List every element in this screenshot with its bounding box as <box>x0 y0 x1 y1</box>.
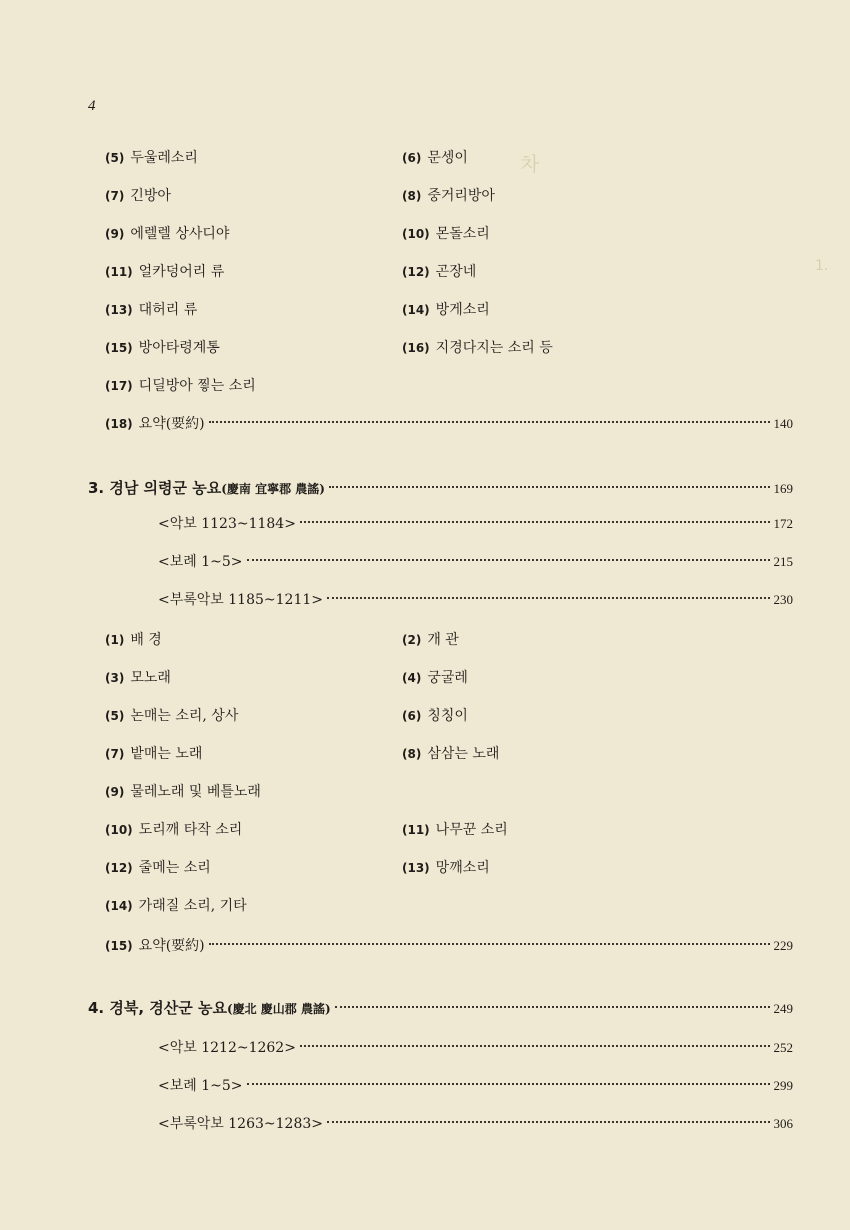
toc-item[interactable] <box>402 742 499 766</box>
item-number: (10) <box>402 227 430 241</box>
toc-subentry[interactable] <box>158 1036 793 1060</box>
item-number: (7) <box>105 189 125 203</box>
subentry-label: <악보 1123~1184> <box>158 516 296 532</box>
page-ref: 249 <box>773 1001 793 1016</box>
item-label: 요약(要約) <box>138 416 205 432</box>
page-ref: 230 <box>773 592 793 607</box>
toc-item[interactable] <box>402 260 476 284</box>
item-label: 요약(要約) <box>138 938 205 954</box>
item-label: 배 경 <box>130 632 162 648</box>
page-ref: 140 <box>773 416 793 431</box>
item-label: 에렐렐 상사디야 <box>130 226 230 242</box>
part2-summary-entry[interactable] <box>105 412 793 436</box>
item-number: (5) <box>105 709 125 723</box>
toc-item[interactable] <box>105 260 224 284</box>
toc-item[interactable] <box>105 146 198 170</box>
item-label: 논매는 소리, 상사 <box>130 708 239 724</box>
item-number: (14) <box>105 899 133 913</box>
item-number: (2) <box>402 633 422 647</box>
item-label: 곤장네 <box>435 264 477 280</box>
toc-subentry[interactable] <box>158 588 793 612</box>
page-ref: 252 <box>773 1040 793 1055</box>
section-title: 3. 경남 의령군 농요 <box>88 479 222 497</box>
toc-item[interactable] <box>105 742 202 766</box>
item-number: (6) <box>402 709 422 723</box>
page-ref: 229 <box>773 938 793 953</box>
section4-heading[interactable] <box>88 996 793 1020</box>
page-number: 4 <box>88 98 96 114</box>
toc-item[interactable] <box>402 818 508 842</box>
toc-item[interactable] <box>105 856 211 880</box>
item-label: 모노래 <box>130 670 171 686</box>
toc-item[interactable] <box>402 336 553 360</box>
page-ref: 169 <box>773 481 793 496</box>
toc-subentry[interactable] <box>158 1112 793 1136</box>
item-label: 망깨소리 <box>435 860 490 876</box>
toc-item[interactable] <box>105 298 197 322</box>
section3-summary-entry[interactable] <box>105 934 793 958</box>
item-label: 얼카덩어리 류 <box>138 264 225 280</box>
leader-dots <box>300 521 770 523</box>
item-number: (8) <box>402 747 422 761</box>
item-label: 도리깨 타작 소리 <box>138 822 243 838</box>
toc-item[interactable] <box>402 146 468 170</box>
toc-item[interactable] <box>402 856 490 880</box>
show-through-text: 1. <box>815 258 829 274</box>
item-label: 두울레소리 <box>130 150 198 166</box>
item-number: (6) <box>402 151 422 165</box>
toc-item[interactable] <box>105 374 256 398</box>
page-ref: 215 <box>773 554 793 569</box>
leader-dots <box>247 559 770 561</box>
item-label: 밭매는 노래 <box>130 746 203 762</box>
item-number: (15) <box>105 939 133 953</box>
toc-item[interactable] <box>402 298 490 322</box>
toc-item[interactable] <box>402 184 495 208</box>
subentry-label: <부록악보 1263~1283> <box>158 1116 323 1132</box>
leader-dots <box>327 597 770 599</box>
toc-item[interactable] <box>105 780 261 804</box>
item-number: (15) <box>105 341 133 355</box>
toc-subentry[interactable] <box>158 550 793 574</box>
page-ref: 172 <box>773 516 793 531</box>
item-number: (7) <box>105 747 125 761</box>
item-number: (4) <box>402 671 422 685</box>
subentry-label: <악보 1212~1262> <box>158 1040 296 1056</box>
item-number: (17) <box>105 379 133 393</box>
item-label: 개 관 <box>427 632 459 648</box>
item-label: 방아타령계통 <box>138 340 220 356</box>
item-number: (14) <box>402 303 430 317</box>
item-number: (3) <box>105 671 125 685</box>
leader-dots <box>247 1083 770 1085</box>
item-number: (8) <box>402 189 422 203</box>
page-ref: 299 <box>773 1078 793 1093</box>
item-label: 대허리 류 <box>138 302 198 318</box>
subentry-label: <보례 1~5> <box>158 554 243 570</box>
item-label: 궁굴레 <box>427 670 468 686</box>
item-number: (13) <box>402 861 430 875</box>
leader-dots <box>335 1006 770 1008</box>
toc-item[interactable] <box>105 222 229 246</box>
item-label: 삼삼는 노래 <box>427 746 500 762</box>
toc-item[interactable] <box>402 628 459 652</box>
toc-item[interactable] <box>105 704 238 728</box>
leader-dots <box>327 1121 770 1123</box>
section-hanja: (慶南 宜寧郡 農謠) <box>221 482 325 496</box>
item-label: 긴방아 <box>130 188 171 204</box>
toc-item[interactable] <box>105 336 220 360</box>
item-number: (11) <box>402 823 430 837</box>
item-label: 중거리방아 <box>427 188 495 204</box>
item-number: (12) <box>105 861 133 875</box>
section3-heading[interactable] <box>88 476 793 500</box>
item-label: 칭칭이 <box>427 708 468 724</box>
item-number: (5) <box>105 151 125 165</box>
item-label: 나무꾼 소리 <box>435 822 508 838</box>
toc-item[interactable] <box>402 222 490 246</box>
item-number: (1) <box>105 633 125 647</box>
item-number: (13) <box>105 303 133 317</box>
toc-item[interactable] <box>105 818 242 842</box>
toc-item[interactable] <box>105 628 162 652</box>
item-label: 지경다지는 소리 등 <box>435 340 553 356</box>
item-label: 몬돌소리 <box>435 226 490 242</box>
section-hanja: (慶北 慶山郡 農謠) <box>226 1002 331 1016</box>
show-through-text: 차 <box>520 152 540 176</box>
subentry-label: <부록악보 1185~1211> <box>158 592 323 608</box>
toc-subentry[interactable] <box>158 1074 793 1098</box>
leader-dots <box>209 943 770 945</box>
item-label: 물레노래 및 베틀노래 <box>130 784 261 800</box>
toc-item[interactable] <box>105 184 171 208</box>
toc-item[interactable] <box>402 666 468 690</box>
section-title: 4. 경북, 경산군 농요 <box>88 999 227 1017</box>
item-label: 방게소리 <box>435 302 490 318</box>
item-number: (18) <box>105 417 133 431</box>
toc-item[interactable] <box>402 704 468 728</box>
item-label: 디딜방아 찧는 소리 <box>138 378 256 394</box>
item-number: (12) <box>402 265 430 279</box>
toc-subentry[interactable] <box>158 512 793 536</box>
leader-dots <box>209 421 770 423</box>
item-number: (10) <box>105 823 133 837</box>
toc-item[interactable] <box>105 894 247 918</box>
leader-dots <box>329 486 770 488</box>
subentry-label: <보례 1~5> <box>158 1078 243 1094</box>
toc-item[interactable] <box>105 666 171 690</box>
item-label: 줄메는 소리 <box>138 860 211 876</box>
item-label: 가래질 소리, 기타 <box>138 898 247 914</box>
item-number: (16) <box>402 341 430 355</box>
item-number: (9) <box>105 785 125 799</box>
item-number: (9) <box>105 227 125 241</box>
item-number: (11) <box>105 265 133 279</box>
page-ref: 306 <box>773 1116 793 1131</box>
item-label: 문셍이 <box>427 150 468 166</box>
leader-dots <box>300 1045 770 1047</box>
